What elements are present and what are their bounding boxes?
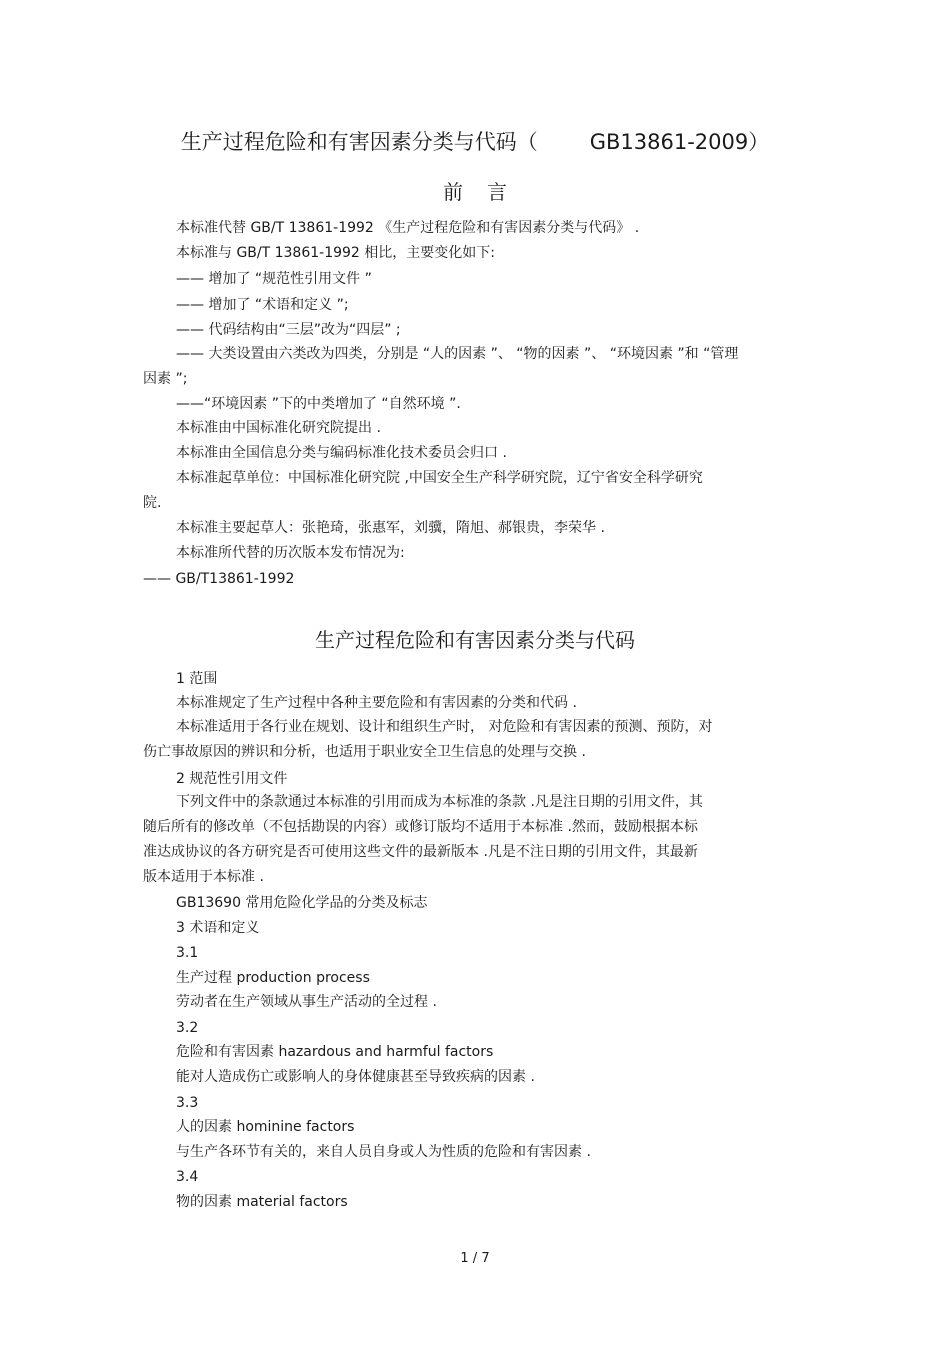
foreword-line: 本标准所代替的历次版本发布情况为:	[176, 545, 405, 561]
body-line: 下列文件中的条款通过本标准的引用而成为本标准的条款 .凡是注日期的引用文件，其	[176, 794, 703, 810]
foreword-line: 院.	[143, 495, 162, 511]
foreword-line: —— 增加了 “规范性引用文件 ”	[176, 271, 372, 287]
body-line: 与生产各环节有关的，来自人员自身或人为性质的危险和有害因素 .	[176, 1144, 591, 1160]
body-line: 随后所有的修改单（不包括勘误的内容）或修订版均不适用于本标准 .然而，鼓励根据本标	[143, 819, 698, 835]
foreword-line: ——“环境因素 ”下的中类增加了 “自然环境 ”.	[176, 396, 461, 412]
body-line: 1 范围	[176, 671, 218, 687]
body-line: 3.3	[176, 1095, 199, 1111]
body-line: 生产过程 production process	[176, 970, 370, 986]
body-line: 伤亡事故原因的辨识和分析，也适用于职业安全卫生信息的处理与交换 .	[143, 744, 586, 760]
foreword-line: 本标准起草单位：中国标准化研究院 ,中国安全生产科学研究院，辽宁省安全科学研究	[176, 470, 703, 486]
body-line: 3.4	[176, 1169, 199, 1185]
body-line: 本标准规定了生产过程中各种主要危险和有害因素的分类和代码 .	[176, 695, 577, 711]
body-line: 人的因素 hominine factors	[176, 1119, 355, 1135]
foreword-line: 本标准代替 GB/T 13861-1992 《生产过程危险和有害因素分类与代码》 .	[176, 220, 640, 236]
body-line: 劳动者在生产领域从事生产活动的全过程 .	[176, 994, 437, 1010]
foreword-line: 因素 ”;	[143, 371, 188, 387]
document-title	[0, 128, 950, 156]
foreword-line: 本标准由全国信息分类与编码标准化技术委员会归口 .	[176, 445, 507, 461]
body-line: 3.1	[176, 945, 199, 961]
foreword-line: 本标准由中国标准化研究院提出 .	[176, 420, 381, 436]
foreword-line: —— 代码结构由“三层”改为“四层” ;	[176, 322, 401, 338]
body-line: GB13690 常用危险化学品的分类及标志	[176, 895, 428, 911]
foreword-line: —— 大类设置由六类改为四类，分别是 “人的因素 ”、 “物的因素 ”、 “环境因素 ”和 “管理	[176, 346, 739, 362]
body-line: 2 规范性引用文件	[176, 771, 288, 787]
body-line: 能对人造成伤亡或影响人的身体健康甚至导致疾病的因素 .	[176, 1069, 535, 1085]
foreword-heading: 前言	[443, 180, 531, 204]
body-line: 物的因素 material factors	[176, 1194, 348, 1210]
body-line: 版本适用于本标准 .	[143, 869, 264, 885]
foreword-line: 本标准与 GB/T 13861-1992 相比，主要变化如下:	[176, 245, 496, 261]
body-line: 危险和有害因素 hazardous and harmful factors	[176, 1044, 494, 1060]
foreword-line: 本标准主要起草人：张艳琦，张惠军，刘骥，隋旭、郝银贵，李荣华 .	[176, 520, 605, 536]
body-line: 3 术语和定义	[176, 920, 260, 936]
body-line: 3.2	[176, 1020, 199, 1036]
foreword-line: —— GB/T13861-1992	[143, 571, 295, 587]
document-title-code: GB13861-2009）	[589, 130, 770, 154]
body-line: 准达成协议的各方研究是否可使用这些文件的最新版本 .凡是不注日期的引用文件，其最新	[143, 844, 698, 860]
foreword-line: —— 增加了 “术语和定义 ”;	[176, 297, 349, 313]
body-line: 本标准适用于各行业在规划、设计和组织生产时， 对危险和有害因素的预测、预防，对	[176, 719, 713, 735]
section-title: 生产过程危险和有害因素分类与代码	[315, 628, 635, 652]
document-title-text: 生产过程危险和有害因素分类与代码（	[180, 130, 538, 154]
page-number: 1 / 7	[460, 1251, 490, 1266]
